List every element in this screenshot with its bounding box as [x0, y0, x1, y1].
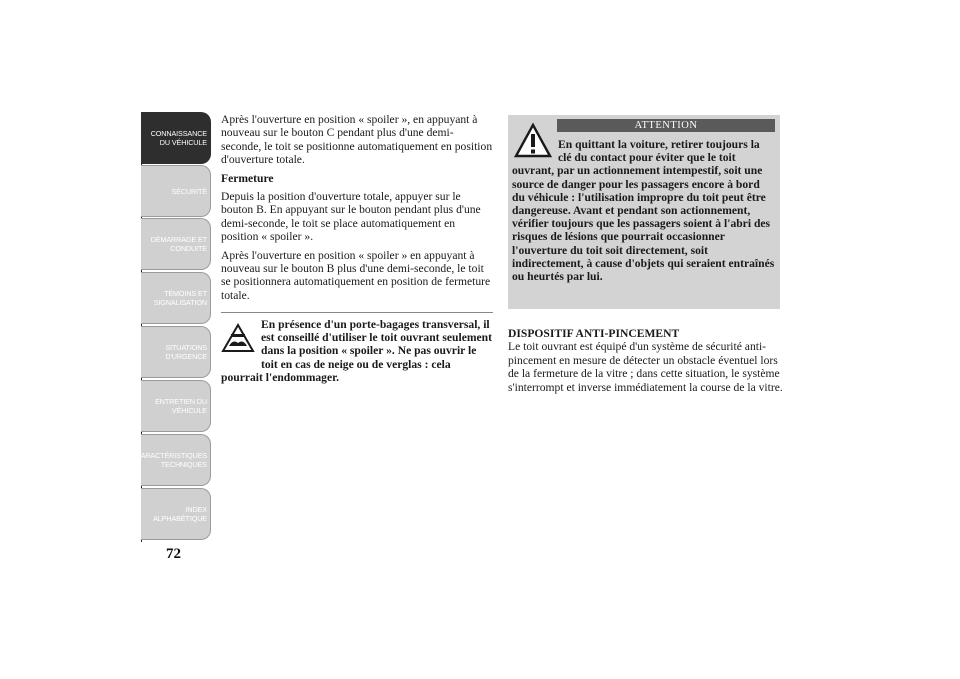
- paragraph: Depuis la position d'ouverture totale, appuyer sur le bouton B. En appuyant sur le bouton pendant plus d'une demi-seconde, le toit se place automatiquement en position « spoiler ».: [221, 190, 481, 244]
- warning-triangle-icon: [514, 122, 552, 160]
- tab-situations-d-urgence[interactable]: SITUATIONS D'URGENCE: [141, 326, 211, 378]
- roof-rack-warning: En présence d'un porte-bagages transversal, il est conseillé d'utiliser le toit ouvrant seulement dans la position « spoiler ». Ne pas ouvrir le toit en cas de neige ou de verglas : cela pourrait l'endommager.: [221, 318, 492, 384]
- right-column: [508, 327, 783, 394]
- tab-entretien-du-vehicule[interactable]: ENTRETIEN DU VÉHICULE: [141, 380, 211, 432]
- paragraph: Après l'ouverture en position « spoiler », en appuyant à nouveau sur le bouton C pendant plus d'une demi-seconde, le toit se positionne automatiquement en position d'ouverture totale.: [221, 113, 493, 167]
- tab-demarrage-et-conduite[interactable]: DÉMARRAGE ET CONDUITE: [141, 218, 211, 270]
- tab-caracteristiques-techniques[interactable]: CARACTÉRISTIQUES TECHNIQUES: [141, 434, 211, 486]
- section-heading: DISPOSITIF ANTI-PINCEMENT: [508, 327, 680, 340]
- page-number: 72: [166, 546, 181, 562]
- attention-box: [508, 115, 780, 309]
- paragraph: Après l'ouverture en position « spoiler » en appuyant à nouveau sur le bouton B plus d'une demi-seconde, le toit se positionnera automatiquement en position de fermeture totale.: [221, 248, 491, 302]
- divider: [221, 312, 493, 313]
- roof-damage-warning-icon: [221, 319, 255, 365]
- tab-securite[interactable]: SÉCURITÉ: [141, 165, 211, 217]
- tab-temoins-et-signalisation[interactable]: TÉMOINS ET SIGNALISATION: [141, 272, 211, 324]
- attention-title: ATTENTION: [557, 119, 775, 132]
- paragraph: Le toit ouvrant est équipé d'un système de sécurité anti-pincement en mesure de détecter un obstacle éventuel lors de la fermeture de la vitre ; dans cette situation, le système s'interrompt et inverse immédiatement la course de la vitre.: [508, 340, 783, 394]
- tab-connaissance-du-vehicule[interactable]: CONNAISSANCE DU VÉHICULE: [141, 112, 211, 164]
- tab-index-alphabetique[interactable]: INDEX ALPHABÉTIQUE: [141, 488, 211, 540]
- section-heading: Fermeture: [221, 171, 274, 185]
- left-column: [221, 113, 493, 307]
- attention-text: En quittant la voiture, retirer toujours la clé du contact pour éviter que le toit ouvrant, par un actionnement intempestif, soit une source de danger pour les passagers encore à bord du véhicule : l'utilisation impropre du toit peut être dangereuse. Avant et pendant son actionnement, vérifier toujours que les passagers soient à l'abri des risques de lésions que pourrait occasionner l'ouverture du toit soit directement, soit indirectement, à cause d'objets qui seraient entraînés ou heurtés par lui.: [512, 138, 775, 284]
